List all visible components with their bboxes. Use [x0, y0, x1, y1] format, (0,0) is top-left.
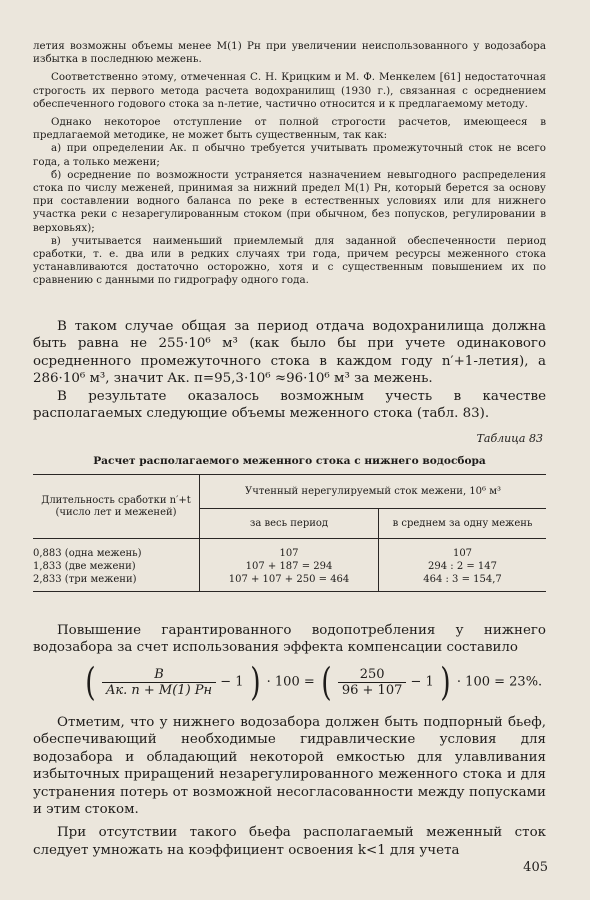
denominator: Aк. п + M(1) Pн — [105, 682, 213, 698]
page-number: 405 — [523, 860, 548, 875]
bottom-text-block — [33, 714, 546, 859]
formula-term: − 1 — [220, 674, 244, 690]
column-header: Длительность сработки n′+t (число лет и меженей) — [33, 475, 200, 539]
formula-result: · 100 = 23%. — [456, 674, 543, 690]
table-cell: 107 + 187 = 294 — [200, 560, 379, 573]
table-cell: 2,833 (три межени) — [33, 573, 200, 586]
paragraph: При отсутствии такого бьефа располагаемый меженный сток следует умножать на коэффициент освоения k<1 для учета — [33, 825, 546, 858]
left-paren: ( — [85, 660, 96, 704]
fraction — [102, 667, 216, 698]
formula-intro — [33, 622, 546, 657]
middle-text-block — [33, 318, 546, 422]
fraction — [338, 667, 407, 698]
column-group-header: Учтенный нерегулируемый сток межени, 10⁶ м³ — [200, 475, 547, 509]
column-header: за весь период — [200, 509, 379, 539]
left-paren: ( — [321, 660, 332, 704]
table-row — [33, 560, 546, 573]
numerator: 250 — [338, 667, 407, 683]
table-cell: 0,883 (одна межень) — [33, 547, 200, 560]
paragraph: Соответственно этому, отмеченная С. Н. Крицким и М. Ф. Менкелем [61] недостаточная строгость их первого метода расчета водохранилищ (1930 г.), связанная с осреднением обеспеченного годового стока за n-летие, частично относится и к предлагаемому методу. — [33, 71, 546, 110]
numerator: B — [102, 667, 216, 683]
paragraph: летия возможны объемы менее M(1) Pн при увеличении неиспользованного у водозабора избытка в последнюю межень. — [33, 40, 546, 66]
table-cell: 107 — [452, 547, 473, 559]
column-header: в среднем за одну межень — [379, 509, 547, 539]
table-row — [33, 547, 546, 560]
denominator: 96 + 107 — [341, 682, 403, 698]
table-cell: 464 : 3 = 154,7 — [423, 573, 502, 585]
paragraph: В результате оказалось возможным учесть в качестве располагаемых следующие объемы меженного стока (табл. 83). — [33, 388, 546, 422]
paragraph: В таком случае общая за период отдача водохранилища должна быть равна не 255·10⁶ м³ (как было бы при учете одинакового осредненного промежуточного стока в каждом году n′+1-летия), а 286·10⁶ м³, значит Aк. п=95,3·10⁶ ≈96·10⁶ м³ за межень. — [33, 319, 546, 387]
right-paren: ) — [440, 660, 451, 704]
paragraph: Повышение гарантированного водопотребления у нижнего водозабора за счет использования эффекта компенсации составило — [33, 623, 546, 656]
list-item: б) осреднение по возможности устраняется назначением невыгодного распределения стока по числу меженей, принимая за нижний предел M(1) Pн, который берется за основу при составлении водного баланса по реке в естественных условиях или для нижнего участка реки с незарегулированным стоком (при обычном, без попусков, регулировании в верховьях); — [33, 168, 546, 234]
table-cell: 107 — [200, 547, 379, 560]
table-row — [33, 573, 546, 586]
paragraph: Однако некоторое отступление от полной строгости расчетов, имеющееся в предлагаемой методике, не может быть существенным, так как: — [33, 116, 546, 142]
top-text-block — [33, 40, 546, 288]
table-label: Таблица 83 — [476, 432, 543, 445]
formula — [33, 658, 546, 710]
table-cell: 1,833 (две межени) — [33, 560, 200, 573]
table-title: Расчет располагаемого меженного стока с нижнего водосбора — [93, 455, 486, 467]
right-paren: ) — [249, 660, 261, 704]
table-cell: 107 + 107 + 250 = 464 — [200, 573, 379, 586]
table-cell: 294 : 2 = 147 — [428, 560, 497, 572]
paragraph: Отметим, что у нижнего водозабора должен быть подпорный бьеф, обеспечивающий необходимые гидравлические условия для водозабора и обладающий некоторой емкостью для улавливания избыточных приращений незарегулированного меженного стока и для устранения потерь от возможной несогласованности между попусками и этим стоком. — [33, 715, 546, 818]
data-table — [33, 474, 546, 592]
formula-term: − 1 — [410, 674, 434, 690]
formula-term: · 100 = — [266, 674, 315, 690]
list-item: в) учитывается наименьший приемлемый для заданной обеспеченности период сработки, т. е. два или в редких случаях три года, причем ресурсы меженного стока устанавливаются достаточно осторожно, хотя и с существенным повышением их по сравнению с данными по гидрографу одного года. — [33, 234, 546, 287]
list-item: а) при определении Aк. п обычно требуется учитывать промежуточный сток не всего года, а только межени; — [33, 142, 546, 168]
